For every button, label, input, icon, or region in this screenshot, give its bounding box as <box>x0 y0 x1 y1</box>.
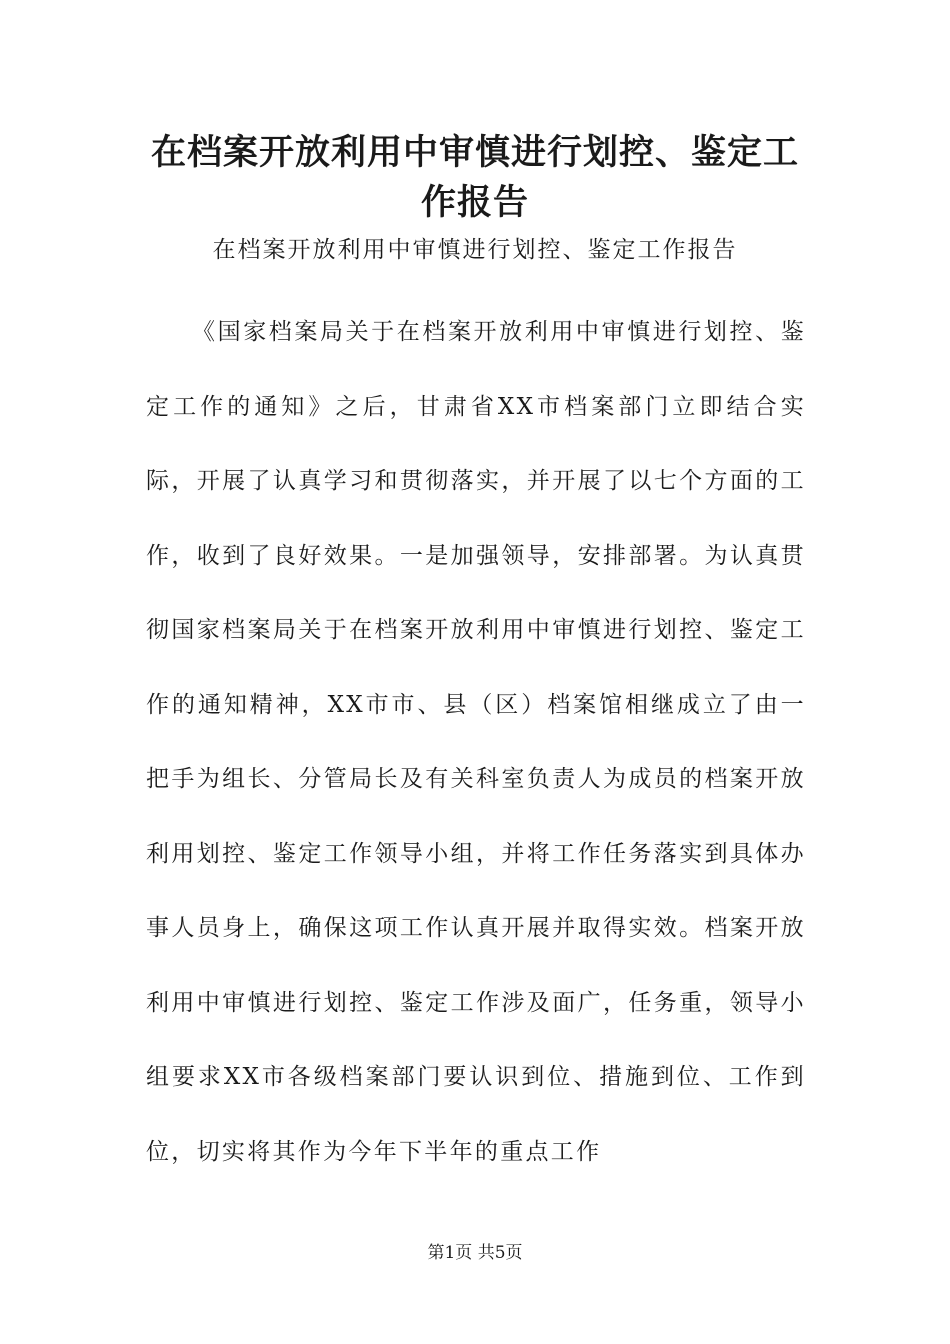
page-number-footer: 第1页 共5页 <box>427 1243 523 1263</box>
document-subtitle: 在档案开放利用中审慎进行划控、鉴定工作报告 <box>212 237 738 263</box>
document-title: 在档案开放利用中审慎进行划控、鉴定工作报告 <box>150 133 799 223</box>
document-body: 《国家档案局关于在档案开放利用中审慎进行划控、鉴定工作的通知》之后，甘肃省XX市档案部门立即结合实际，开展了认真学习和贯彻落实，并开展了以七个方面的工作，收到了良好效果。一是加强领导，安排部署。为认真贯彻国家档案局关于在档案开放利用中审慎进行划控、鉴定工作的通知精神，XX市市、县（区）档案馆相继成立了由一把手为组长、分管局长及有关科室负责人为成员的档案开放利用划控、鉴定工作领导小组，并将工作任务落实到具体办事人员身上，确保这项工作认真开展并取得实效。档案开放利用中审慎进行划控、鉴定工作涉及面广，任务重，领导小组要求XX市各级档案部门要认识到位、措施到位、工作到位，切实将其作为今年下半年的重点工作 <box>146 319 806 1165</box>
